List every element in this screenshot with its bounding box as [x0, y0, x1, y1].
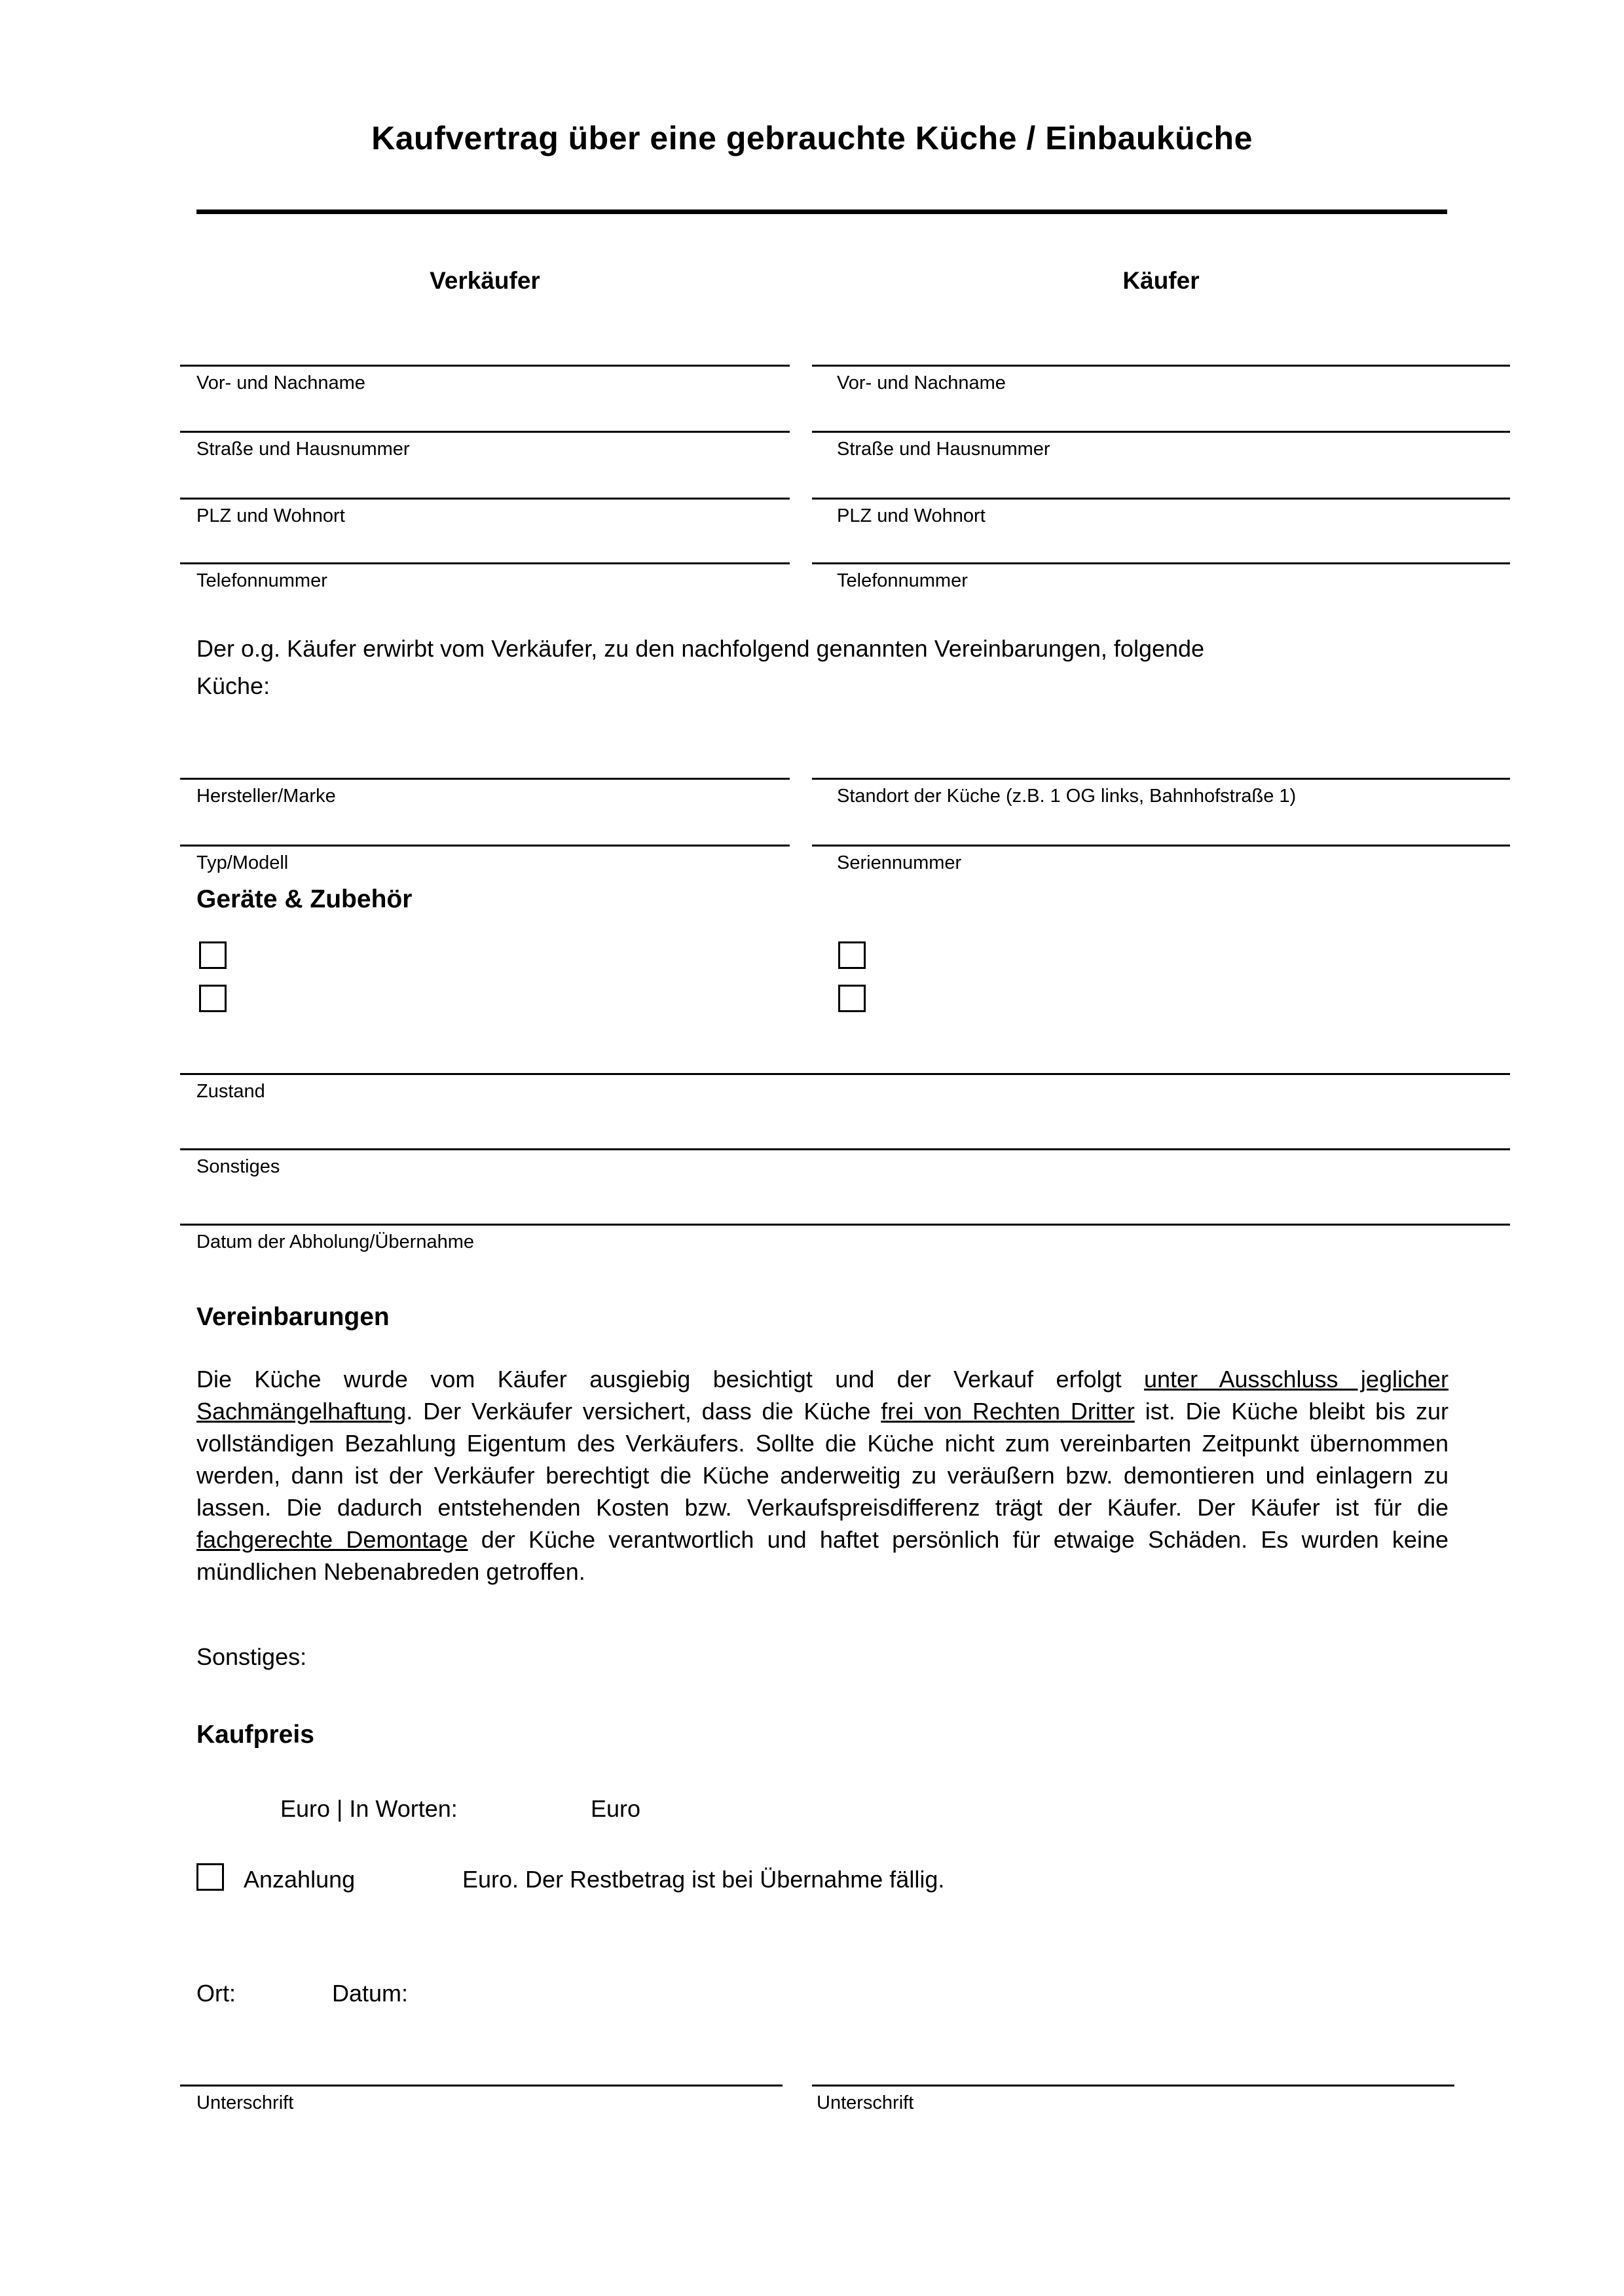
- seller-street-label: Straße und Hausnummer: [196, 439, 410, 460]
- model-label: Typ/Modell: [196, 852, 289, 873]
- price-heading: Kaufpreis: [196, 1721, 314, 1749]
- page-title: Kaufvertrag über eine gebrauchte Küche / Einbauküche: [371, 120, 1253, 156]
- serial-field[interactable]: [812, 845, 1510, 847]
- buyer-street-label: Straße und Hausnummer: [837, 439, 1050, 460]
- buyer-phone-label: Telefonnummer: [837, 570, 968, 591]
- zustand-label: Zustand: [196, 1081, 265, 1102]
- zustand-field[interactable]: [180, 1073, 1510, 1075]
- seller-plz-label: PLZ und Wohnort: [196, 505, 345, 526]
- seller-street-field[interactable]: [180, 431, 790, 433]
- seller-name-label: Vor- und Nachname: [196, 373, 365, 393]
- seller-name-field[interactable]: [180, 365, 790, 367]
- sonstiges-field-label: Sonstiges: [196, 1156, 280, 1177]
- buyer-name-label: Vor- und Nachname: [837, 373, 1006, 393]
- buyer-name-field[interactable]: [812, 365, 1510, 367]
- model-field[interactable]: [180, 845, 790, 847]
- location-field[interactable]: [812, 778, 1510, 780]
- price-euro-label: Euro: [591, 1795, 641, 1822]
- price-amount-words-label: Euro | In Worten:: [280, 1795, 458, 1822]
- anzahlung-label: Anzahlung: [244, 1866, 356, 1893]
- equipment-checkbox-3[interactable]: [838, 941, 866, 969]
- location-label: Standort der Küche (z.B. 1 OG links, Bahnhofstraße 1): [837, 786, 1297, 807]
- intro-line-2: Küche:: [196, 672, 270, 699]
- buyer-plz-label: PLZ und Wohnort: [837, 505, 986, 526]
- sonstiges-note-label: Sonstiges:: [196, 1643, 307, 1670]
- buyer-plz-field[interactable]: [812, 498, 1510, 500]
- pickup-date-field[interactable]: [180, 1224, 1510, 1226]
- equipment-heading: Geräte & Zubehör: [196, 885, 413, 913]
- intro-paragraph: [196, 630, 1447, 704]
- seller-phone-label: Telefonnummer: [196, 570, 327, 591]
- buyer-phone-field[interactable]: [812, 562, 1510, 564]
- equipment-checkbox-1[interactable]: [199, 941, 227, 969]
- title-divider: [196, 210, 1447, 214]
- intro-line-1: Der o.g. Käufer erwirbt vom Verkäufer, zu den nachfolgend genannten Vereinbarungen, folgende: [196, 635, 1205, 662]
- buyer-street-field[interactable]: [812, 431, 1510, 433]
- serial-label: Seriennummer: [837, 852, 962, 873]
- ort-label: Ort:: [196, 1980, 236, 2007]
- seller-phone-field[interactable]: [180, 562, 790, 564]
- seller-plz-field[interactable]: [180, 498, 790, 500]
- buyer-header: Käufer: [1122, 267, 1200, 294]
- manufacturer-label: Hersteller/Marke: [196, 786, 336, 807]
- buyer-signature-label: Unterschrift: [817, 2092, 914, 2113]
- agreements-heading: Vereinbarungen: [196, 1303, 390, 1331]
- anzahlung-checkbox[interactable]: [196, 1863, 224, 1891]
- seller-signature-field[interactable]: [180, 2085, 783, 2086]
- deposit-text: Euro. Der Restbetrag ist bei Übernahme fällig.: [462, 1866, 945, 1893]
- buyer-signature-field[interactable]: [812, 2085, 1454, 2086]
- sonstiges-field[interactable]: [180, 1148, 1510, 1150]
- seller-signature-label: Unterschrift: [196, 2092, 294, 2113]
- agreements-paragraph: Die Küche wurde vom Käufer ausgiebig besichtigt und der Verkauf erfolgt unter Ausschluss jeglicher Sachmängelhaftung. Der Verkäufer versichert, dass die Küche frei von Rechten Dritter ist. Die Küche bleibt bis zur vollständigen Bezahlung Eigentum des Verkäufers. Sollte die Küche nicht zum vereinbarten Zeitpunkt übernommen werden, dann ist der Verkäufer berechtigt die Küche anderweitig zu veräußern bzw. demontieren und einlagern zu lassen. Die dadurch entstehenden Kosten bzw. Verkaufspreisdifferenz trägt der Käufer. Der Käufer ist für die fachgerechte Demontage der Küche verantwortlich und haftet persönlich für etwaige Schäden. Es wurden keine mündlichen Nebenabreden getroffen.: [196, 1366, 1449, 1585]
- manufacturer-field[interactable]: [180, 778, 790, 780]
- pickup-date-label: Datum der Abholung/Übernahme: [196, 1231, 474, 1252]
- seller-header: Verkäufer: [430, 267, 540, 294]
- equipment-checkbox-2[interactable]: [199, 985, 227, 1012]
- datum-label: Datum:: [332, 1980, 409, 2007]
- equipment-checkbox-4[interactable]: [838, 985, 866, 1012]
